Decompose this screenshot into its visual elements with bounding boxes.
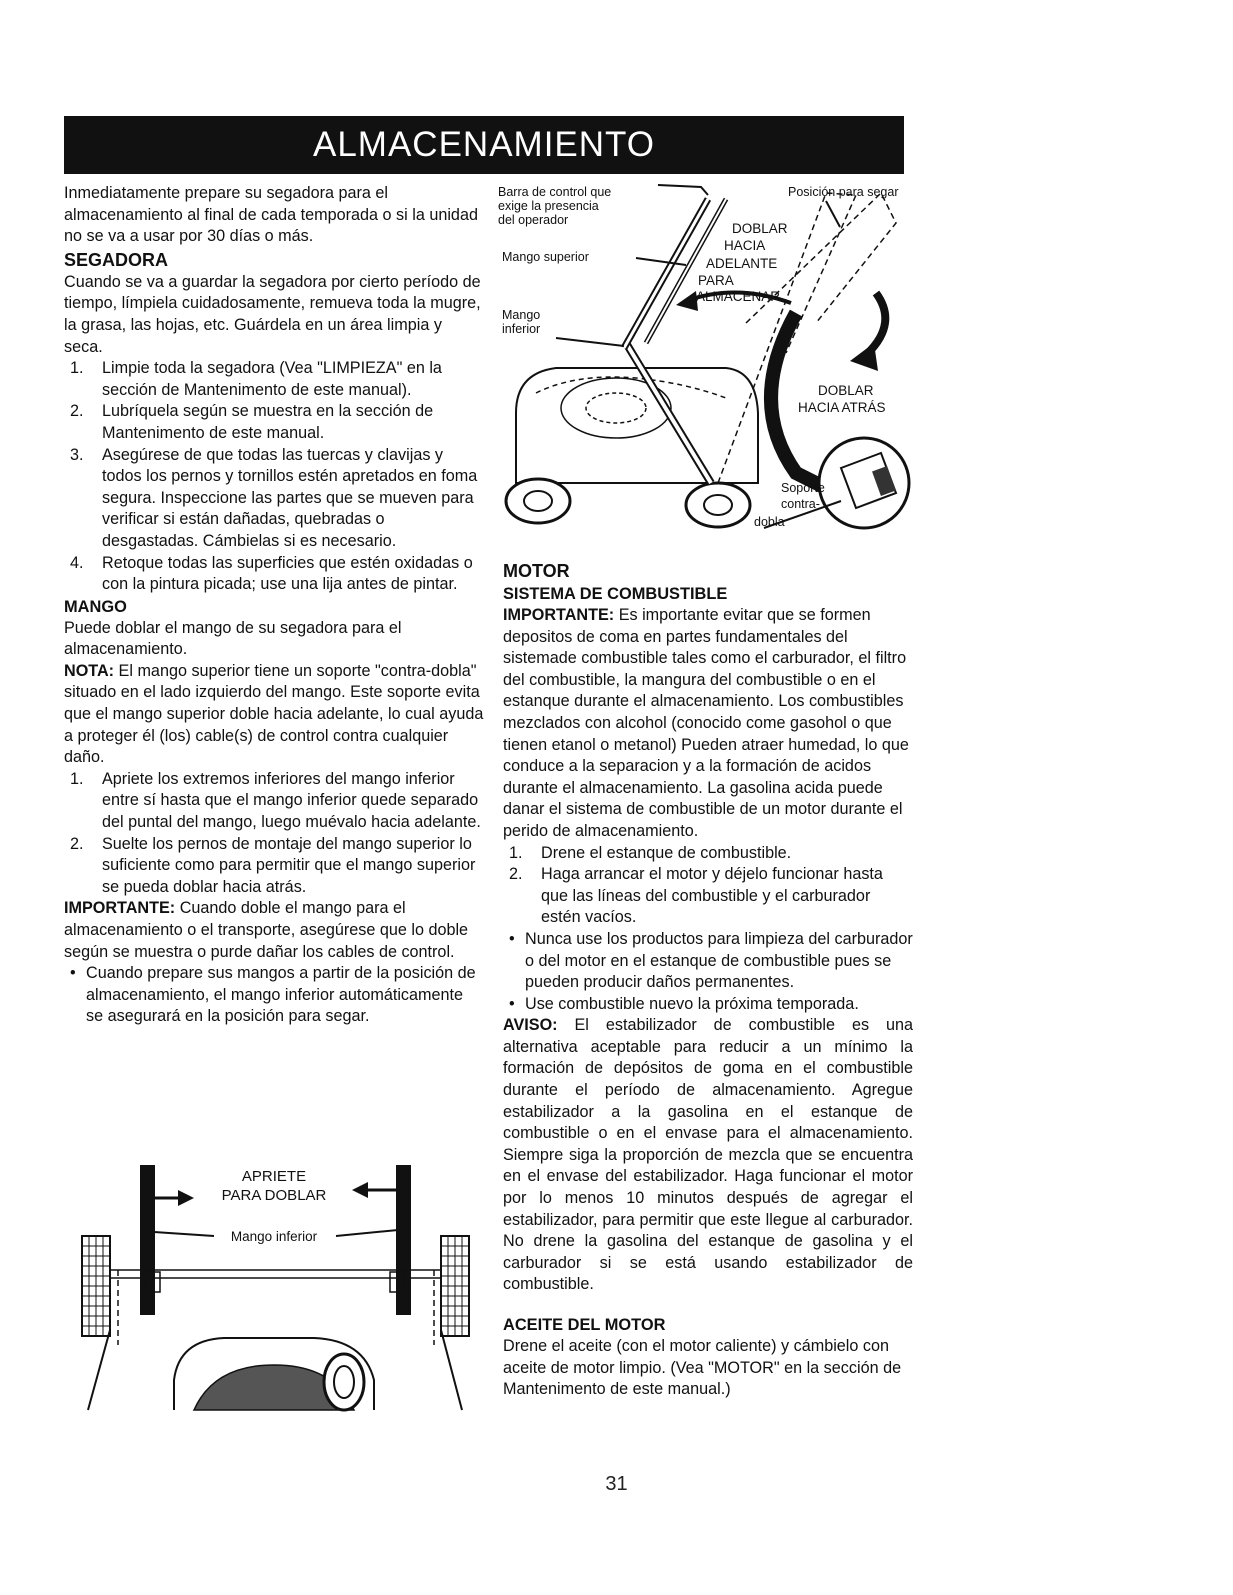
list-item: • Use combustible nuevo la próxima temporada. — [509, 994, 859, 1013]
right-column — [503, 559, 913, 1401]
segadora-steps — [64, 358, 484, 596]
mango-heading: MANGO — [64, 597, 127, 616]
combustible-steps — [503, 843, 913, 929]
list-item: 4. Retoque todas las superficies que estén oxidadas o con la pintura picada; use una lija antes de pintar. — [70, 553, 473, 594]
rear-wheel — [686, 483, 750, 527]
aviso-paragraph: AVISO: El estabilizador de combustible es una alternativa aceptable para reducir a un mínimo la formación de depósitos de goma en el combustible durante el período de almacenamiento. Agregue estabilizador a la gasolina en el estanque de combustible o en el envase para el almacenamiento. Siempre siga la proporción de mezcla que se encuentra en el envase del estabilizador. Haga funcionar el motor por lo menos 10 minutos después de agregar el estabilizador, para permitir que este llegue al carburador. No drene la gasolina del estanque de gasolina y el carburador si se está usando estabilizador de combustible. — [503, 1016, 913, 1294]
list-item: 1. Limpie toda la segadora (Vea "LIMPIEZA" en la sección de Mantenimento de este manual). — [70, 359, 442, 399]
list-item: 1. Drene el estanque de combustible. — [509, 843, 792, 862]
mango-paragraph: Puede doblar el mango de su segadora para el almacenamiento. — [64, 618, 402, 659]
motor-heading: MOTOR — [503, 561, 570, 581]
figure-label: Mango — [502, 308, 541, 322]
anti-fold-bracket-zoom — [819, 438, 909, 528]
mower-folding-diagram — [496, 183, 916, 543]
handle-squeeze-diagram — [74, 1160, 474, 1420]
list-item: 2. Lubríquela según se muestra en la sección de Mantenimento de este manual. — [70, 402, 434, 442]
importante-paragraph: IMPORTANTE: Cuando doble el mango para el almacenamiento o el transporte, asegúrese que lo doble según se muestra o purde dañar los cables de control. — [64, 899, 469, 961]
combustible-heading: SISTEMA DE COMBUSTIBLE — [503, 585, 728, 603]
page-title-banner: ALMACENAMIENTO — [64, 116, 904, 174]
list-item: 1. Apriete los extremos inferiores del mango inferior entre sí hasta que el mango inferior quede separado del puntal del mango, luego muévalo hacia adelante. — [70, 769, 481, 832]
figure-label: exige la presencia — [498, 199, 599, 213]
mower-deck — [516, 368, 758, 483]
figure-label: contra- — [781, 497, 820, 511]
figure-label: HACIA ATRÁS — [798, 400, 886, 415]
aceite-paragraph: Drene el aceite (con el motor caliente) y cámbielo con aceite de motor limpio. (Vea "MOTOR" en la sección de Mantenimento de este manual.) — [503, 1337, 902, 1399]
intro-paragraph: Inmediatamente prepare su segadora para el almacenamiento al final de cada temporada o si la unidad no se va a usar por 30 días o más. — [64, 184, 478, 246]
figure-label: Posición para segar — [788, 185, 899, 199]
list-item: 2. Haga arrancar el motor y déjelo funcionar hasta que las líneas del combustible y el carburador estén vacíos. — [509, 865, 883, 927]
left-column — [64, 183, 484, 1028]
figure-label: Barra de control que — [498, 185, 612, 199]
figure-label: PARA — [698, 273, 734, 288]
figure-label: PARA DOBLAR — [221, 1187, 327, 1204]
figure-label: del operador — [498, 213, 569, 227]
list-item: 3. Asegúrese de que todas las tuercas y clavijas y todos los pernos y tornillos estén apretados en foma segura. Inspeccione las partes que se mueven para verificar si están dañadas, quebradas o desgastadas. Cámbielas si es necesario. — [70, 445, 478, 550]
figure-label: Mango superior — [502, 250, 589, 264]
list-item: 2. Suelte los pernos de montaje del mango superior lo suficiente como para permitir que el mango superior se pueda doblar hacia atrás. — [70, 834, 476, 896]
importante-paragraph: IMPORTANTE: Es importante evitar que se formen depositos de coma en partes fundamentales del sistemade combustible tales como el carburador, el filtro del combustible, la mangura del combustible o en el estanque durante el almacenamiento. Los combustibles mezclados con alcohol (conocido come gasohol o que tienen etanol o metanol) Pueden atraer humedad, lo que conduce a la separacion y a la formación de acidos durante el almacenamiento. La gasolina acida puede danar el sistema de combustible de un motor durante el perido de almacenamiento. — [503, 606, 909, 840]
nota-paragraph: NOTA: El mango superior tiene un soporte "contra-dobla" situado en el lado izquierdo del mango. Este soporte evita que el mango superior doble hacia adelante, lo cual ayuda a proteger él (los) cable(s) de control contra cualquier daño. — [64, 661, 484, 767]
list-item: • Cuando prepare sus mangos a partir de la posición de almacenamiento, el mango inferior automáticamente se asegurará en la posición para segar. — [70, 964, 476, 1026]
figure-label: inferior — [502, 322, 541, 336]
segadora-paragraph: Cuando se va a guardar la segadora por cierto período de tiempo, límpiela cuidadosamente, remueva toda la mugre, la grasa, las hojas, etc. Guárdela en un área limpia y seca. — [64, 272, 481, 356]
figure-label: ADELANTE — [706, 256, 778, 271]
segadora-heading: SEGADORA — [64, 249, 169, 270]
page-number: 31 — [605, 1473, 628, 1495]
front-wheel — [506, 479, 570, 523]
mango-bullets — [64, 963, 484, 1028]
list-item: • Nunca use los productos para limpieza del carburador o del motor en el estanque de combustible pues se pueden producir daños permanentes. — [509, 929, 913, 992]
figure-label: DOBLAR — [732, 221, 788, 236]
figure-label: APRIETE — [241, 1168, 307, 1185]
figure-label: dobla — [754, 515, 785, 529]
aceite-heading: ACEITE DEL MOTOR — [503, 1316, 666, 1334]
figure-label: HACIA — [724, 238, 766, 253]
figure-label: DOBLAR — [818, 383, 874, 398]
figure-label: Mango inferior — [230, 1229, 318, 1244]
mango-steps — [64, 769, 484, 899]
combustible-bullets — [503, 929, 913, 1015]
figure-label: Soporte — [781, 481, 825, 495]
figure-label: ALMACENAR — [696, 289, 781, 304]
